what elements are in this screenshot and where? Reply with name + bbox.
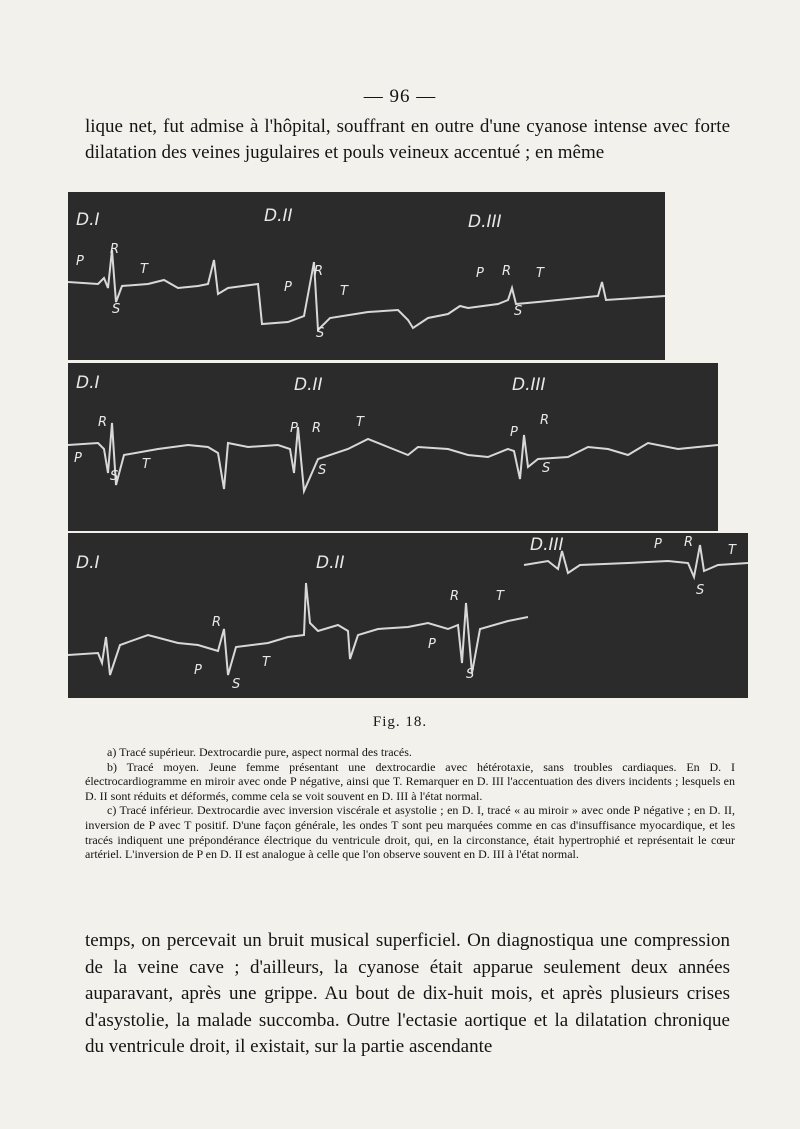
wave-label-b-r3: R (540, 413, 550, 428)
ecg-trace-c (68, 533, 748, 698)
lead-label-c3: D.III (530, 535, 564, 555)
wave-label-c-r2: R (450, 589, 460, 604)
wave-label-a-s1: S (112, 302, 121, 317)
wave-label-c-t1: T (262, 655, 270, 670)
legend-a: a) Tracé supérieur. Dextrocardie pure, aspect normal des tracés. (107, 745, 412, 759)
wave-label-c-t3: T (728, 543, 736, 558)
legend-c: c) Tracé inférieur. Dextrocardie avec inversion viscérale et asystolie ; en D. I, tracé « au miroir » avec onde P négative ; en D. II, inversion de P avec T positif. D'une façon générale, les ondes T sont peu marquées comme en cas d'insuffisance myocardique, et les tracés indiquent une prépondérance électrique du ventricule droit, qui, en la circonstance, était hypertrophié et représentait le cœur artériel. L'inversion de P en D. II est analogue à celle que l'on observe souvent en D. III à l'état normal. (85, 803, 735, 862)
lead-label-c2: D.II (316, 553, 345, 573)
lead-label-b2: D.II (294, 375, 323, 395)
wave-label-b-p1: P (74, 451, 82, 466)
wave-label-a-s2: S (316, 326, 325, 341)
ecg-panel-c (68, 533, 748, 698)
ecg-trace-b (68, 363, 718, 531)
wave-label-c-r3: R (684, 535, 694, 550)
wave-label-c-s1: S (232, 677, 241, 692)
wave-label-c-p1: P (194, 663, 202, 678)
wave-label-b-r1: R (98, 415, 108, 430)
lead-label-b1: D.I (76, 373, 100, 393)
lead-label-a2: D.II (264, 206, 293, 226)
ecg-panel-b (68, 363, 718, 531)
legend-b: b) Tracé moyen. Jeune femme présentant une dextrocardie avec hétérotaxie, sans troubles cardiaques. En D. I électrocardiogramme en miroir avec onde P négative, ainsi que T. Remarquer en D. III l'accentuation des divers incidents ; lesquels en D. II sont réduits et déformés, comme cela se voit souvent en D. III à l'état normal. (85, 759, 735, 803)
lead-label-b3: D.III (512, 375, 546, 395)
lead-label-c1: D.I (76, 553, 100, 573)
wave-label-c-r1: R (212, 615, 222, 630)
wave-label-a-r2: R (314, 264, 324, 279)
wave-label-c-s3: S (696, 583, 705, 598)
lead-label-a1: D.I (76, 210, 100, 230)
page-number: — 96 — (363, 86, 437, 107)
figure-title: Fig. 18. (372, 714, 428, 730)
wave-label-b-s3: S (542, 461, 551, 476)
wave-label-b-t2: T (356, 415, 364, 430)
wave-label-b-p2: P (290, 421, 298, 436)
wave-label-a-s3: S (514, 304, 523, 319)
wave-label-a-p3: P (476, 266, 484, 281)
wave-label-b-s2: S (318, 463, 327, 478)
wave-label-c-t2: T (496, 589, 504, 604)
wave-label-a-t3: T (536, 266, 544, 281)
ecg-panel-a (68, 192, 665, 360)
wave-label-a-t1: T (140, 262, 148, 277)
wave-label-a-r1: R (110, 242, 120, 257)
wave-label-b-t1: T (142, 457, 150, 472)
figure-legend (85, 745, 735, 862)
wave-label-b-s1: S (110, 469, 119, 484)
wave-label-a-p1: P (76, 254, 84, 269)
wave-label-a-p2: P (284, 280, 292, 295)
ecg-trace-a (68, 192, 665, 360)
wave-label-a-t2: T (340, 284, 348, 299)
lead-label-a3: D.III (468, 212, 502, 232)
wave-label-b-p3: P (510, 425, 518, 440)
bottom-paragraph: temps, on percevait un bruit musical superficiel. On diagnostiqua une compression de la veine cave ; d'ailleurs, la cyanose était apparue seulement deux années auparavant, après une grippe. Au bout de dix-huit mois, et après plusieurs crises d'asystolie, la malade succomba. Outre l'ectasie aortique et la dilatation chronique du ventricule droit, il existait, sur la partie ascendante (85, 930, 730, 1057)
top-paragraph: lique net, fut admise à l'hôpital, souffrant en outre d'une cyanose intense avec forte dilatation des veines jugulaires et pouls veineux accentué ; en même (85, 116, 730, 163)
wave-label-c-p2: P (428, 637, 436, 652)
wave-label-a-r3: R (502, 264, 512, 279)
wave-label-c-s2: S (466, 667, 475, 682)
wave-label-c-p3: P (654, 537, 662, 552)
wave-label-b-r2: R (312, 421, 322, 436)
